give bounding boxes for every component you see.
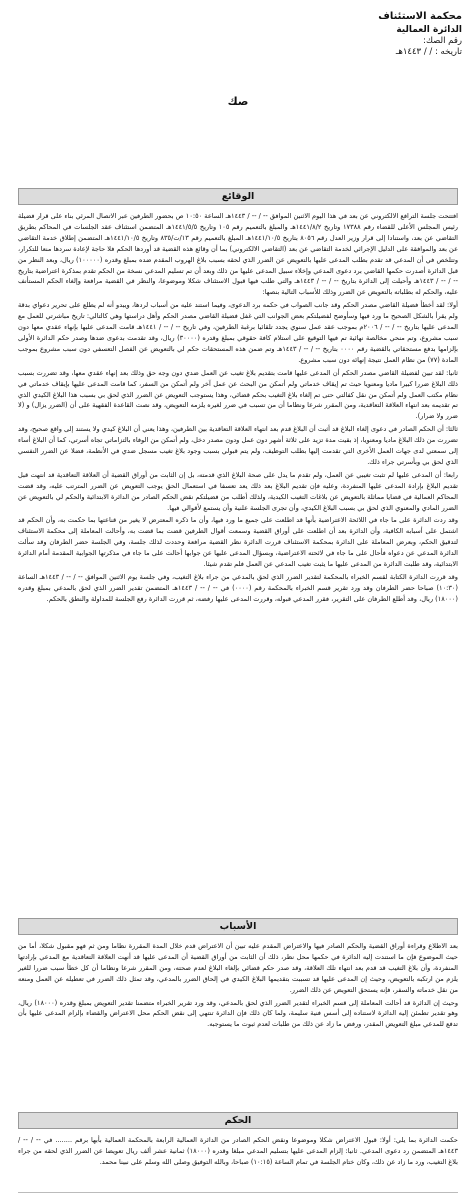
circuit-name: الدائرة العمالية bbox=[396, 24, 462, 35]
page-bottom-divider bbox=[18, 1192, 458, 1193]
document-title: صك bbox=[227, 95, 249, 108]
reasons-paragraph: وحيث إن الدائرة قد أحالت المعاملة إلى قسم الخبراء لتقدير الضرر الذي لحق بالمدعي، وقد ورد تقرير الخبراء متضمنا تقدير التعويض بمبلغ وقدره (١٨٠٠٠) ريال، وهو تقدير تطمئن إليه الدائرة لاستناده إلى أسس فنية سليمة، ولما كان ذلك فإن الدائرة تنتهي إلى نقض الحكم محل الاعتراض والقضاء بإلزام المدعى عليها بأن تدفع للمدعي مبلغ التعويض المقدر، ورفض ما زاد عن ذلك من طلبات لعدم ثبوت ما يستوجبه. bbox=[18, 998, 458, 1029]
ruling-heading: الحكم bbox=[18, 1112, 458, 1129]
reasons-section bbox=[18, 918, 458, 1032]
court-header bbox=[312, 10, 462, 59]
reasons-body bbox=[18, 941, 458, 1030]
court-name: محكمة الاستئناف bbox=[378, 11, 462, 22]
facts-paragraph: ثالثا: أن الحكم الصادر في دعوى إلغاء البلاغ قد أثبت أن البلاغ قدم بعد انتهاء العلاقة التعاقدية بين الطرفين، وهذا يعني أن البلاغ كيدي ولا يستند إلى واقع صحيح، وقد تضررت من ذلك البلاغ ماديا ومعنويا، إذ بقيت مدة تزيد على ثلاثة أشهر دون عمل ودون مصدر دخل، ولم أتمكن من الوفاء بالتزاماتي تجاه أسرتي، كما أن البلاغ أساء إلى سمعتي لدى جهات العمل الأخرى التي تقدمت إليها بطلب التوظيف، ولم يتم قبولي بسبب وجود بلاغ تغيب مسجل ضدي في الأنظمة، فضلا عن الضرر النفسي الذي لحق بي وبأسرتي جراء ذلك. bbox=[18, 425, 458, 466]
ruling-section bbox=[18, 1112, 458, 1170]
ruling-body bbox=[18, 1135, 458, 1168]
case-number-label: رقم الصك: bbox=[423, 35, 462, 46]
facts-heading: الوقائع bbox=[18, 188, 458, 205]
ruling-paragraph: حكمت الدائرة بما يلي: أولا: قبول الاعتراض شكلا وموضوعا ونقض الحكم الصادر من الدائرة العمالية الرابعة بالمحكمة العمالية بأبها برقم ........ في -- / -- / ١٤٤٣هـ المتضمن رد دعوى المدعي. ثانيا: إلزام المدعى عليها بتسليم المدعي مبلغا وقدره (١٨٠٠٠) ثمانية عشر ألف ريال تعويضا عن الضرر الذي لحقه من جراء بلاغ التغيب، ورد ما زاد عن ذلك، وكان ختام الجلسة في تمام الساعة (١٠:١٥) صباحا، وبالله التوفيق وصلى الله وسلم على نبينا محمد. bbox=[18, 1136, 459, 1166]
facts-body bbox=[18, 211, 458, 605]
facts-paragraph: رابعا: أن المدعى عليها لم تثبت تغيبي عن العمل، ولم تقدم ما يدل على صحة البلاغ الذي قدمته، بل إن الثابت من أوراق القضية أن العلاقة التعاقدية قد انتهت قبل تقديم البلاغ بإرادة المدعى عليها المنفردة، وعليه فإن تقديم البلاغ بعد ذلك يعد تعسفا في استعمال الحق يوجب التعويض عن الضرر المترتب عليه، وقد قضت المحاكم العمالية في قضايا مماثلة بالتعويض عن بلاغات التغيب الكيدية، ولذلك أطلب من فضيلتكم نقض الحكم الصادر من الدائرة الابتدائية والحكم لي بالتعويض عن الضرر المادي والمعنوي الذي لحق بي بسبب البلاغ الكيدي، وأن تجرى الجلسة علنية وأن يستمع لأقوالي فيها. bbox=[18, 470, 458, 512]
judgment-date: تاريخه : / / ١٤٤٣هـ bbox=[395, 47, 462, 58]
facts-paragraph: وقد قررت الدائرة الكتابة لقسم الخبراء بالمحكمة لتقدير الضرر الذي لحق بالمدعي من جراء بلاغ التغيب، وفي جلسة يوم الاثنين الموافق -- / -- / ١٤٤٣هـ الساعة (١٠:٣٠) صباحا حضر الطرفان وقد ورد تقرير قسم الخبراء بالمحكمة رقم (٠٠٠٠) في -- / -- / ١٤٤٣هـ المتضمن تقدير الضرر الذي لحق بالمدعي بمبلغ وقدره (١٨٠٠٠) ريال، وقد أطلع الطرفان على التقرير، فقرر المدعي قبوله، وقررت المدعى عليها رفضه، ثم قررت الدائرة رفع الجلسة للمداولة والنطق بالحكم. bbox=[18, 573, 458, 603]
facts-paragraph: أولا: لقد أخطأ فضيلة القاضي مصدر الحكم وقد جانب الصواب في حكمه برد الدعوى، وفيما استند عليه من أسباب لردها، ويبدو أنه لم يطلع على تحرير دعواي بدقة ولم يقرأ بالشكل الصحيح ما ورد فيها وسأوضح لفضيلتكم بعض الجوانب التي غفل فضيلة القاضي مصدر الحكم وأهل دراستها وهي كالتالي: تاريخ مباشرتي للعمل مع المدعى عليها بتاريخ -- / -- / ٢٠٠٦م بموجب عقد عمل سنوي يجدد تلقائيا برغبة الطرفين، وفي تاريخ -- / -- / ١٤٤١هـ قامت المدعى عليها بإنهاء عقدي معها دون سبب مشروع، وتم منحي مخالصة نهائية تم فيها التوقيع على استلام كافة حقوقي بمبلغ وقدره (٣٠٠٠٠) ريال، وقد تقدمت بدعوى ضدها وصدر حكم الدائرة الأولى بإلزامها بدفع مستحقاتي بالقضية رقم ٠٠٠٠ بتاريخ -- / -- / ١٤٤٣هـ وتم ضمن هذه المستحقات حكم لي بالتعويض عن الفصل التعسفي دون سبب مشروع بموجب المادة (٧٧) من نظام العمل نتيجة إنهائه دون سبب مشروع. bbox=[18, 301, 458, 364]
reasons-heading: الأسباب bbox=[18, 918, 458, 935]
facts-paragraph: وقد ردت الدائرة على ما جاء في اللائحة الاعتراضية بأنها قد اطلعت على جميع ما ورد فيها، وأن ما ذكره المعترض لا يغير من قناعتها بما حكمت به، وأن الحكم قد اشتمل على أسبابه الكافية، وأن الدائرة بعد أن اطلعت على أوراق القضية وسمعت أقوال الطرفين قضت بما قضت به، وأحالت المعاملة إلى محكمة الاستئناف لتدقيق الحكم، وبعرض المعاملة على الدائرة بمحكمة الاستئناف قررت الدائرة نظر القضية مرافعة وحددت لذلك جلسة، وفي الجلسة حضر الطرفان وقد سألت الدائرة المدعي عن دعواه فأحال على ما جاء في لائحته الاعتراضية، وبسؤال المدعى عليها عن جوابها أحالت على ما جاء في مذكرتها الجوابية المقدمة أمام الدائرة الابتدائية، وقد طلبت الدائرة من المدعى عليها ما يثبت تغيب المدعي عن العمل فلم تقدم شيئا. bbox=[18, 516, 458, 569]
facts-paragraph: افتتحت جلسة الترافع الالكتروني عن بعد في هذا اليوم الاثنين الموافق -- / -- / ١٤٤٣هـ الساعة ١٠:٥٠ ص بحضور الطرفين عبر الاتصال المرئي بناء على قرار فضيلة رئيس المجلس الأعلى للقضاء رقم ١٧٣٨٨ وتاريخ ١٤٤١/٨/٢هـ والمبلغ بالتعميم رقم ١٠٥ وتاريخ ١٤٤١/٥/٥هـ المتضمن استئناف عقد الجلسات في المحاكم بطريق التقاضي عن بعد، واستنادا إلى قرار وزير العدل رقم ٨٠٥٦ بتاريخ ١٤٤١/١٠/٥هـ المبلغ بالتعميم رقم ١٣/ت/٨٣٥ وتاريخ ١٤٤١/١٠/٥هـ المتضمن إطلاق خدمة التقاضي عن بعد والموافقة على الدليل الإجرائي لخدمة التقاضي عن بعد (التقاضي الالكتروني) بما أن وقائع هذه القضية قد أوردها الحكم فلا حاجة لإعادة سردها منعا للتكرار، وتتلخص في أن المدعي قد تقدم بطلب المدعى عليها بالتعويض عن الضرر الذي لحقه بسبب بلاغ الهروب المقدم ضده بمبلغ وقدره (١٠٠٠٠٠) ريال، وبعد النظر من قبل الدائرة أصدرت حكمها القاضي برد دعوى المدعي وإخلاء سبيل المدعى عليها من ذلك وبعد أن تم تسليم المدعي نسخة من الحكم تقدم بمذكرة اعتراضية بتاريخ -- / -- / ١٤٤٣هـ وأحيلت إلى الدائرة بتاريخ -- / -- / ١٤٤٣هـ والتي طلب فيها قبول الاستئناف شكلا وموضوعا، والنظر في القضية مرافعة وإلغاء الحكم المستأنف عليه، والحكم له بطلباته بالتعويض عن الضرر وذلك للأسباب التالية بنصها: bbox=[18, 212, 459, 297]
reasons-paragraph: بعد الاطلاع وقراءة أوراق القضية والحكم الصادر فيها والاعتراض المقدم عليه تبين أن الاعتراض قدم خلال المدة المقررة نظاما ومن ثم فهو مقبول شكلا، أما من حيث الموضوع فإن ما استندت إليه الدائرة في حكمها محل نظر، ذلك أن الثابت من أوراق القضية أن المدعى عليها قد أنهت العلاقة التعاقدية مع المدعي بإرادتها المنفردة، وأن بلاغ التغيب قد قدم بعد انتهاء تلك العلاقة، وقد صدر حكم قضائي بإلغاء البلاغ لعدم صحته، ومن المقرر شرعا ونظاما أن كل خطأ سبب ضررا للغير يلزم من ارتكبه بالتعويض، وحيث إن المدعى عليها قد تسببت بتقديمها البلاغ الكيدي في إلحاق الضرر بالمدعي، وقد تمثل ذلك الضرر في تعطيله عن العمل ومنعه من نقل خدماته والسفر، فإنه يستحق التعويض عن ذلك الضرر. bbox=[18, 942, 458, 994]
facts-section bbox=[18, 188, 458, 607]
facts-paragraph: ثانيا: لقد تبين لفضيلة القاضي مصدر الحكم أن المدعى عليها قامت بتقديم بلاغ تغيب عن العمل ضدي دون وجه حق وذلك بعد إنهاء عقدي معها، وقد تضررت بسبب ذلك البلاغ ضررا كبيرا ماديا ومعنويا حيث تم إيقاف خدماتي ولم أتمكن من البحث عن عمل آخر ولم أتمكن من السفر، كما قامت المدعى عليها بإيقاف خدماتي في نظام مكتب العمل ولم أتمكن من نقل كفالتي حتى تم إلغاء بلاغ التغيب بحكم قضائي، وهذا يستوجب التعويض عن الضرر الذي لحق بي بسبب هذا البلاغ الكيدي الذي تم تقديمه بعد انتهاء العلاقة التعاقدية، ومن المقرر شرعا ونظاما أن من تسبب في ضرر لغيره يلزمه التعويض، وقد نصت القاعدة الفقهية على أن (الضرر يزال) و (لا ضرر ولا ضرار). bbox=[18, 368, 458, 421]
